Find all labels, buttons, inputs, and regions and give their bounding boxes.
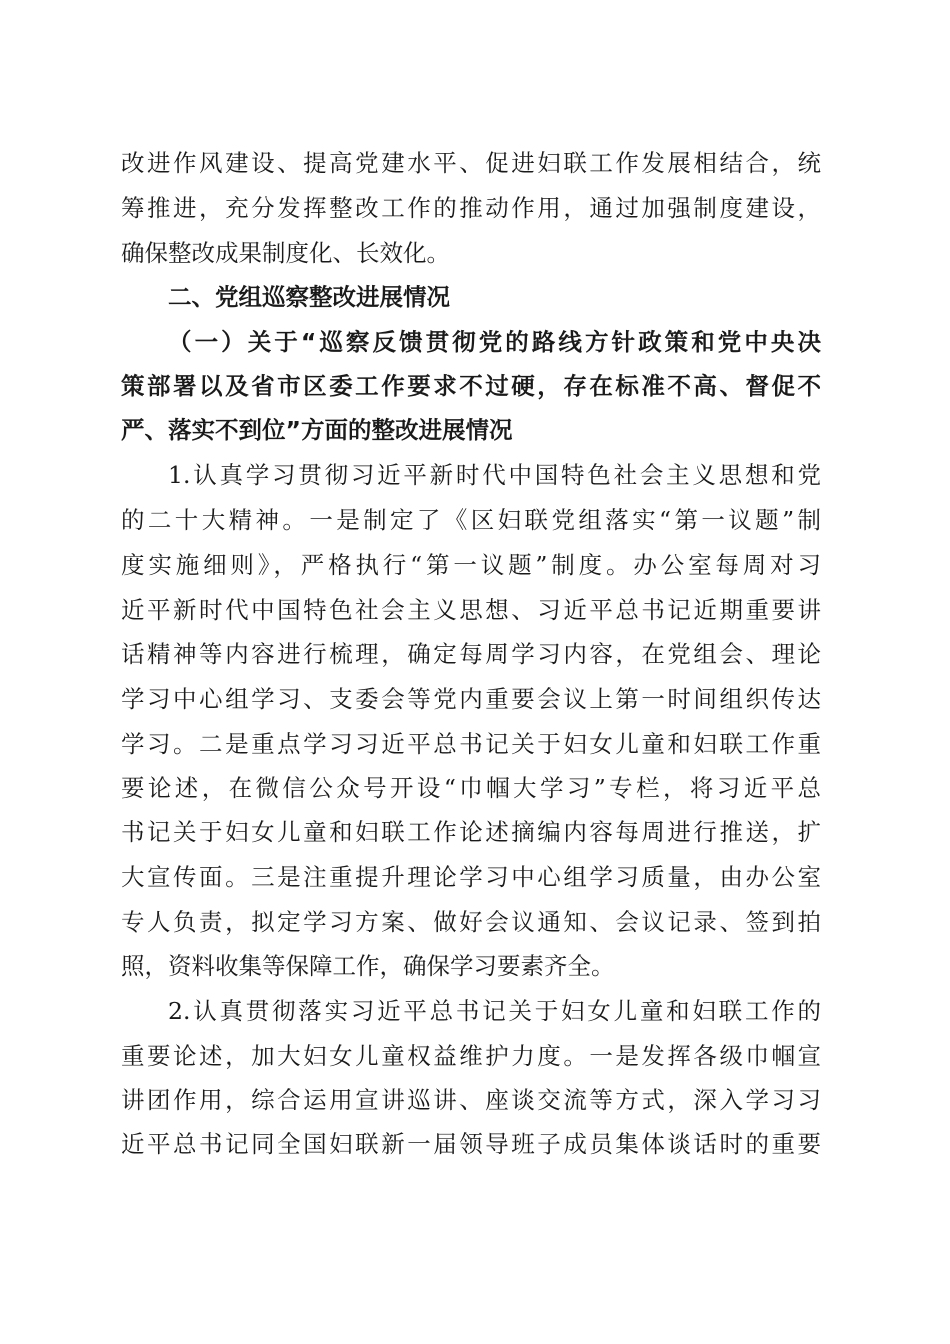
text-line: 1.认真学习贯彻习近平新时代中国特色社会主义思想和党 (168, 461, 821, 489)
text-line: 近平总书记同全国妇联新一届领导班子成员集体谈话时的重要 (121, 1130, 821, 1158)
text-line: 要论述，在微信公众号开设“巾帼大学习”专栏，将习近平总 (121, 774, 821, 802)
text-line: 学习中心组学习、支委会等党内重要会议上第一时间组织传达 (121, 685, 821, 713)
text-line: 学习。二是重点学习习近平总书记关于妇女儿童和妇联工作重 (121, 730, 821, 758)
text-line: 近平新时代中国特色社会主义思想、习近平总书记近期重要讲 (121, 596, 821, 624)
text-line: 话精神等内容进行梳理，确定每周学习内容，在党组会、理论 (121, 640, 821, 668)
text-line: 改进作风建设、提高党建水平、促进妇联工作发展相结合，统 (121, 149, 821, 177)
text-line: 讲团作用，综合运用宣讲巡讲、座谈交流等方式，深入学习习 (121, 1086, 821, 1114)
text-line: （一）关于“巡察反馈贯彻党的路线方针政策和党中央决 (168, 328, 821, 356)
text-line: 度实施细则》，严格执行“第一议题”制度。办公室每周对习 (121, 551, 821, 579)
text-line: 重要论述，加大妇女儿童权益维护力度。一是发挥各级巾帼宣 (121, 1042, 821, 1070)
text-line: 书记关于妇女儿童和妇联工作论述摘编内容每周进行推送，扩 (121, 818, 821, 846)
text-line: 严、落实不到位”方面的整改进展情况 (121, 416, 513, 444)
text-line: 确保整改成果制度化、长效化。 (121, 239, 450, 267)
text-line: 2.认真贯彻落实习近平总书记关于妇女儿童和妇联工作的 (168, 997, 821, 1025)
text-line: 专人负责，拟定学习方案、做好会议通知、会议记录、签到拍 (121, 908, 821, 936)
text-line: 大宣传面。三是注重提升理论学习中心组学习质量，由办公室 (121, 863, 821, 891)
text-line: 筹推进，充分发挥整改工作的推动作用，通过加强制度建设， (121, 194, 821, 222)
text-line: 的二十大精神。一是制定了《区妇联党组落实“第一议题”制 (121, 506, 821, 534)
section-heading: 二、党组巡察整改进展情况 (168, 283, 450, 311)
text-line: 策部署以及省市区委工作要求不过硬，存在标准不高、督促不 (121, 372, 821, 400)
text-line: 照，资料收集等保障工作，确保学习要素齐全。 (121, 952, 615, 980)
